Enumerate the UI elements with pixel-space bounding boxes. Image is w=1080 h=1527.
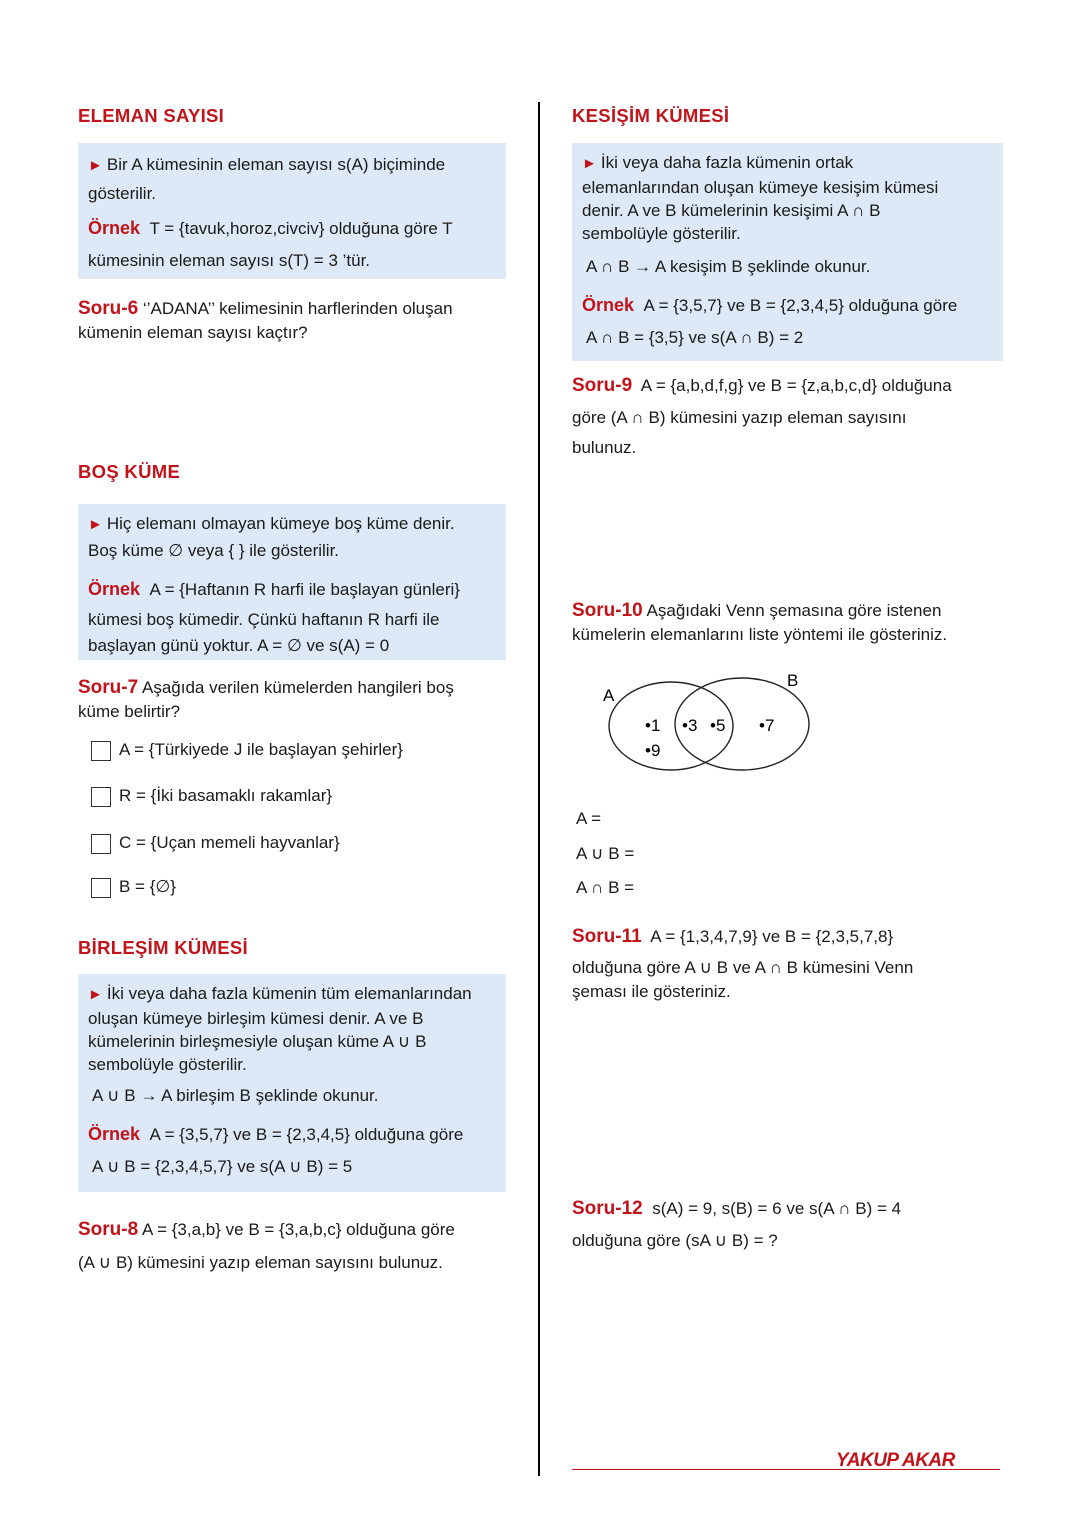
question-8 [78,1218,506,1275]
question-label: Soru-6 [78,298,139,319]
heading-bos-kume: BOŞ KÜME [78,461,181,482]
example-text: A ∪ B = {2,3,4,5,7} ve s(A ∪ B) = 5 [92,1157,353,1176]
question-text: A = {1,3,4,7,9} ve B = {2,3,5,7,8} [650,927,894,946]
question-text: kümelerin elemanlarını liste yöntemi ile gösteriniz. [572,625,948,644]
venn-element: •1 [645,716,661,735]
venn-element: •5 [710,716,726,735]
venn-element: •9 [645,741,661,760]
venn-label-b: B [787,671,799,690]
checkbox[interactable] [91,741,111,761]
question-7 [78,676,506,724]
question-label: Soru-12 [572,1198,643,1219]
question-text: şeması ile gösteriniz. [572,982,731,1001]
box-text: A ∩ B → A kesişim B şeklinde okunur. [586,257,871,276]
question-text: s(A) = 9, s(B) = 6 ve s(A ∩ B) = 4 [652,1199,902,1218]
example-label: Örnek [88,1124,141,1144]
option-text: B = {∅} [119,877,176,896]
heading-birlesim-kumesi: BİRLEŞİM KÜMESİ [78,937,248,958]
answer-a-intersect-b: A ∩ B = [576,878,635,897]
author-name: YAKUP AKAR [836,1450,955,1471]
question-text: ‘’ADANA’’ kelimesinin harflerinden oluşan [142,299,453,318]
info-box-kesisim [572,143,1003,361]
option-checkbox-row[interactable] [91,738,403,762]
info-box-eleman-sayisi [78,143,506,279]
example-text: A = {3,5,7} ve B = {2,3,4,5} olduğuna göre [643,296,958,315]
question-text: kümenin eleman sayısı kaçtır? [78,323,308,342]
example-text: A ∩ B = {3,5} ve s(A ∩ B) = 2 [586,328,804,347]
box-text: sembolüyle gösterilir. [88,1055,247,1074]
question-label: Soru-7 [78,677,139,698]
option-checkbox-row[interactable] [91,831,340,855]
question-label: Soru-11 [572,926,642,947]
example-text: A = {3,5,7} ve B = {2,3,4,5} olduğuna göre [149,1125,464,1144]
example-label: Örnek [88,579,141,599]
question-label: Soru-10 [572,600,643,621]
box-text: A ∪ B → A birleşim B şeklinde okunur. [92,1086,379,1105]
box-text: gösterilir. [88,184,157,203]
example-text: kümesi boş kümedir. Çünkü haftanın R harfi ile [88,610,440,629]
example-label: Örnek [582,295,635,315]
box-text: Bir A kümesinin eleman sayısı s(A) biçiminde [106,155,446,174]
option-text: R = {İki basamaklı rakamlar} [119,786,333,805]
box-text: elemanlarından oluşan kümeye kesişim kümesi [582,178,939,197]
venn-label-a: A [603,686,615,705]
example-text: kümesinin eleman sayısı s(T) = 3 ’tür. [88,251,371,270]
example-text: başlayan günü yoktur. A = ∅ ve s(A) = 0 [88,636,390,655]
option-checkbox-row[interactable] [91,784,332,808]
checkbox[interactable] [91,834,111,854]
example-text: T = {tavuk,horoz,civciv} olduğuna göre T [149,219,453,238]
question-9 [572,374,1004,460]
question-text: A = {a,b,d,f,g} ve B = {z,a,b,c,d} olduğuna [640,376,952,395]
question-text: Aşağıda verilen kümelerden hangileri boş [141,678,454,697]
checkbox[interactable] [91,878,111,898]
heading-kesisim-kumesi: KESİŞİM KÜMESİ [572,105,730,126]
question-text: olduğuna göre (sA ∪ B) = ? [572,1231,778,1250]
box-text: denir. A ve B kümelerinin kesişimi A ∩ B [582,201,881,220]
example-text: A = {Haftanın R harfi ile başlayan günleri} [149,580,460,599]
answer-a-union-b: A ∪ B = [576,844,635,863]
pointer-icon: ► [88,157,103,174]
info-box-birlesim [78,974,506,1192]
box-text: İki veya daha fazla kümenin tüm elemanlarından [106,984,472,1003]
question-12 [572,1197,1004,1253]
column-divider [538,102,540,1476]
question-text: A = {3,a,b} ve B = {3,a,b,c} olduğuna göre [141,1220,455,1239]
pointer-icon: ► [88,986,103,1003]
info-box-bos-kume [78,504,506,660]
question-6 [78,297,506,345]
box-text: Hiç elemanı olmayan kümeye boş küme denir. [106,514,455,533]
question-10 [572,599,1004,647]
question-text: göre (A ∩ B) kümesini yazıp eleman sayısını [572,408,907,427]
question-text: Aşağıdaki Venn şemasına göre istenen [646,601,942,620]
box-text: İki veya daha fazla kümenin ortak [600,153,854,172]
pointer-icon: ► [582,155,597,172]
checkbox[interactable] [91,787,111,807]
option-checkbox-row[interactable] [91,875,176,899]
example-label: Örnek [88,218,141,238]
box-text: sembolüyle gösterilir. [582,224,741,243]
option-text: A = {Türkiyede J ile başlayan şehirler} [119,740,403,759]
question-label: Soru-9 [572,375,633,396]
pointer-icon: ► [88,516,103,533]
question-label: Soru-8 [78,1219,139,1240]
venn-diagram [596,665,826,780]
question-text: bulunuz. [572,438,637,457]
question-text: olduğuna göre A ∪ B ve A ∩ B kümesini Venn [572,958,914,977]
box-text: Boş küme ∅ veya { } ile gösterilir. [88,541,340,560]
question-11 [572,925,1004,1004]
venn-element: •3 [682,716,698,735]
question-text: (A ∪ B) kümesini yazıp eleman sayısını bulunuz. [78,1253,443,1272]
venn-element: •7 [759,716,775,735]
question-text: küme belirtir? [78,702,181,721]
box-text: oluşan kümeye birleşim kümesi denir. A ve B [88,1009,424,1028]
heading-eleman-sayisi: ELEMAN SAYISI [78,105,225,126]
box-text: kümelerinin birleşmesiyle oluşan küme A ∪ B [88,1032,427,1051]
option-text: C = {Uçan memeli hayvanlar} [119,833,340,852]
answer-a: A = [576,809,602,828]
